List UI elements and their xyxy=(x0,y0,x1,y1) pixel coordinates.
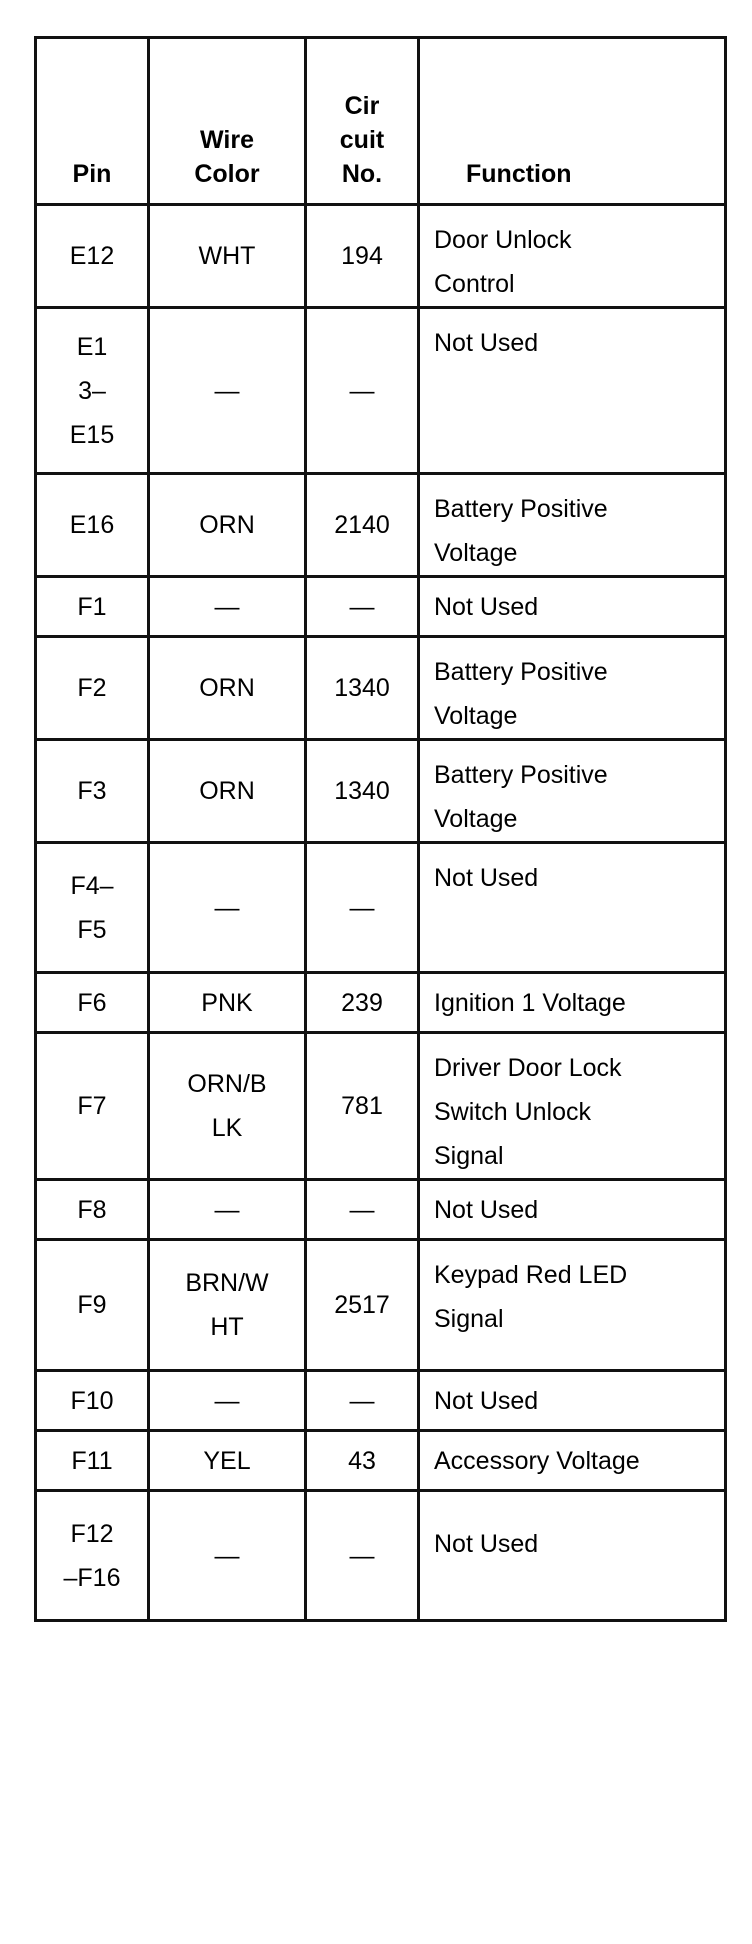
cell-circuit: — xyxy=(306,308,419,474)
header-circuit-no: Cir cuit No. xyxy=(306,38,419,205)
table-row xyxy=(36,1371,726,1431)
cell-pin: F4– F5 xyxy=(36,843,149,973)
cell-function: Accessory Voltage xyxy=(419,1431,726,1491)
cell-wire-color: — xyxy=(149,308,306,474)
table-row xyxy=(36,205,726,308)
table-header xyxy=(36,38,726,205)
cell-pin: F3 xyxy=(36,740,149,843)
cell-circuit: 2517 xyxy=(306,1240,419,1371)
cell-circuit: — xyxy=(306,577,419,637)
cell-function: Door Unlock Control xyxy=(419,205,726,308)
cell-circuit: — xyxy=(306,1371,419,1431)
cell-function: Driver Door Lock Switch Unlock Signal xyxy=(419,1033,726,1180)
cell-wire-color: ORN xyxy=(149,740,306,843)
cell-circuit: — xyxy=(306,1180,419,1240)
cell-function: Not Used xyxy=(419,843,726,973)
table-body xyxy=(36,205,726,1621)
cell-circuit: — xyxy=(306,843,419,973)
cell-wire-color: — xyxy=(149,1371,306,1431)
cell-wire-color: PNK xyxy=(149,973,306,1033)
cell-function: Keypad Red LED Signal xyxy=(419,1240,726,1371)
cell-function: Not Used xyxy=(419,1491,726,1621)
cell-wire-color: YEL xyxy=(149,1431,306,1491)
cell-pin: E1 3– E15 xyxy=(36,308,149,474)
pin-table xyxy=(34,36,727,1622)
table-row xyxy=(36,474,726,577)
table-row xyxy=(36,637,726,740)
table-row xyxy=(36,1240,726,1371)
cell-circuit: — xyxy=(306,1491,419,1621)
cell-circuit: 239 xyxy=(306,973,419,1033)
cell-wire-color: WHT xyxy=(149,205,306,308)
cell-function: Not Used xyxy=(419,1180,726,1240)
table-row xyxy=(36,308,726,474)
table-row xyxy=(36,577,726,637)
cell-pin: F6 xyxy=(36,973,149,1033)
cell-circuit: 1340 xyxy=(306,740,419,843)
cell-pin: E16 xyxy=(36,474,149,577)
cell-function: Not Used xyxy=(419,1371,726,1431)
header-wire-color: Wire Color xyxy=(149,38,306,205)
cell-pin: F9 xyxy=(36,1240,149,1371)
table-row xyxy=(36,973,726,1033)
table-row xyxy=(36,1033,726,1180)
cell-wire-color: — xyxy=(149,1491,306,1621)
cell-pin: F10 xyxy=(36,1371,149,1431)
cell-function: Battery Positive Voltage xyxy=(419,637,726,740)
cell-wire-color: ORN/B LK xyxy=(149,1033,306,1180)
cell-pin: F12 –F16 xyxy=(36,1491,149,1621)
table-row xyxy=(36,1180,726,1240)
cell-function: Not Used xyxy=(419,308,726,474)
header-row xyxy=(36,38,726,205)
table-row xyxy=(36,1431,726,1491)
header-pin: Pin xyxy=(36,38,149,205)
cell-circuit: 194 xyxy=(306,205,419,308)
cell-wire-color: BRN/W HT xyxy=(149,1240,306,1371)
cell-function: Not Used xyxy=(419,577,726,637)
cell-circuit: 1340 xyxy=(306,637,419,740)
cell-circuit: 781 xyxy=(306,1033,419,1180)
cell-wire-color: ORN xyxy=(149,637,306,740)
cell-pin: F1 xyxy=(36,577,149,637)
cell-pin: F8 xyxy=(36,1180,149,1240)
cell-pin: F2 xyxy=(36,637,149,740)
cell-pin: F7 xyxy=(36,1033,149,1180)
cell-pin: E12 xyxy=(36,205,149,308)
cell-function: Battery Positive Voltage xyxy=(419,474,726,577)
cell-wire-color: — xyxy=(149,843,306,973)
cell-circuit: 2140 xyxy=(306,474,419,577)
table-row xyxy=(36,740,726,843)
cell-function: Ignition 1 Voltage xyxy=(419,973,726,1033)
cell-wire-color: ORN xyxy=(149,474,306,577)
cell-pin: F11 xyxy=(36,1431,149,1491)
table-row xyxy=(36,843,726,973)
header-function: Function xyxy=(419,38,726,205)
cell-wire-color: — xyxy=(149,577,306,637)
table-row xyxy=(36,1491,726,1621)
cell-circuit: 43 xyxy=(306,1431,419,1491)
cell-wire-color: — xyxy=(149,1180,306,1240)
cell-function: Battery Positive Voltage xyxy=(419,740,726,843)
